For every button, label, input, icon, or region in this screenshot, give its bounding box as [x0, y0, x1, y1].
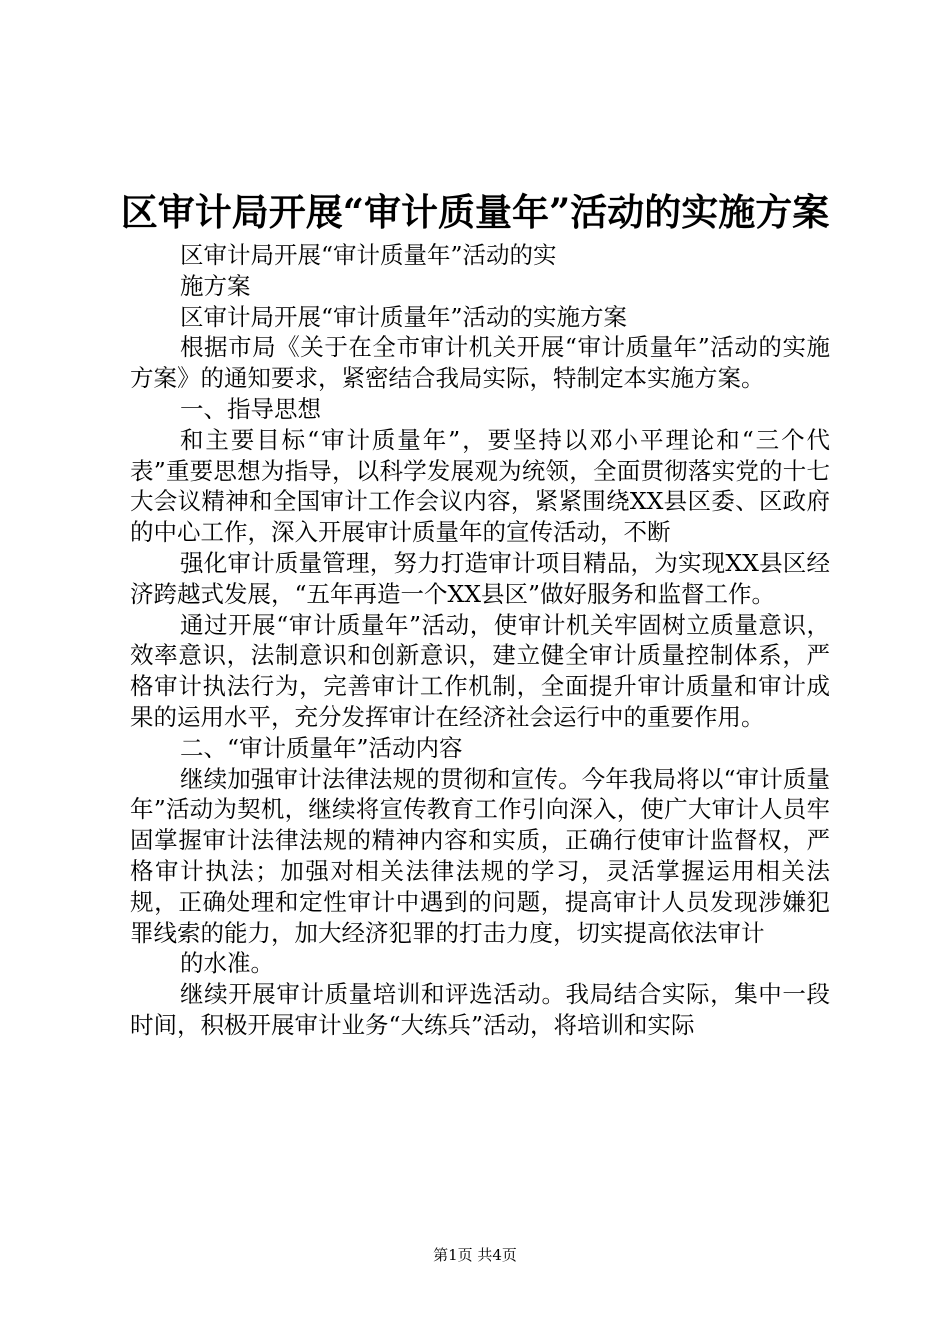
paragraph: 通过开展“审计质量年”活动，使审计机关牢固树立质量意识，效率意识，法制意识和创新意识，建立健全审计质量控制体系，严格审计执法行为，完善审计工作机制，全面提升审计质量和审计成果的运用水平，充分发挥审计在经济社会运行中的重要作用。: [130, 610, 830, 731]
paragraph: 的水准。: [180, 949, 274, 978]
section-heading: 一、指导思想: [180, 394, 321, 423]
document-title: 区审计局开展“审计质量年”活动的实施方案: [120, 190, 830, 234]
section-heading: 二、“审计质量年”活动内容: [180, 733, 463, 762]
paragraph: 根据市局《关于在全市审计机关开展“审计质量年”活动的实施方案》的通知要求，紧密结合我局实际，特制定本实施方案。: [130, 333, 830, 393]
paragraph: 强化审计质量管理，努力打造审计项目精品，为实现XX县区经济跨越式发展，“五年再造一个XX县区”做好服务和监督工作。: [130, 548, 830, 608]
paragraph: 区审计局开展“审计质量年”活动的实施方案: [180, 302, 628, 331]
paragraph: 区审计局开展“审计质量年”活动的实: [180, 241, 557, 269]
paragraph: 继续加强审计法律法规的贯彻和宣传。今年我局将以“审计质量年”活动为契机，继续将宣传教育工作引向深入，使广大审计人员牢固掌握审计法律法规的精神内容和实质，正确行使审计监督权，严格审计执法；加强对相关法律法规的学习，灵活掌握运用相关法规，正确处理和定性审计中遇到的问题，提高审计人员发现涉嫌犯罪线索的能力，加大经济犯罪的打击力度，切实提高依法审计: [130, 764, 830, 947]
paragraph: 和主要目标“审计质量年”，要坚持以邓小平理论和“三个代表”重要思想为指导，以科学发展观为统领，全面贯彻落实党的十七大会议精神和全国审计工作会议内容，紧紧围绕XX县区委、区政府的中心工作，深入开展审计质量年的宣传活动，不断: [130, 425, 830, 547]
paragraph: 施方案: [180, 271, 251, 300]
page-number-footer: 第1页 共4页: [433, 1246, 517, 1264]
paragraph: 继续开展审计质量培训和评选活动。我局结合实际，集中一段时间，积极开展审计业务“大练兵”活动，将培训和实际: [130, 980, 830, 1039]
document-body: [130, 240, 830, 1041]
